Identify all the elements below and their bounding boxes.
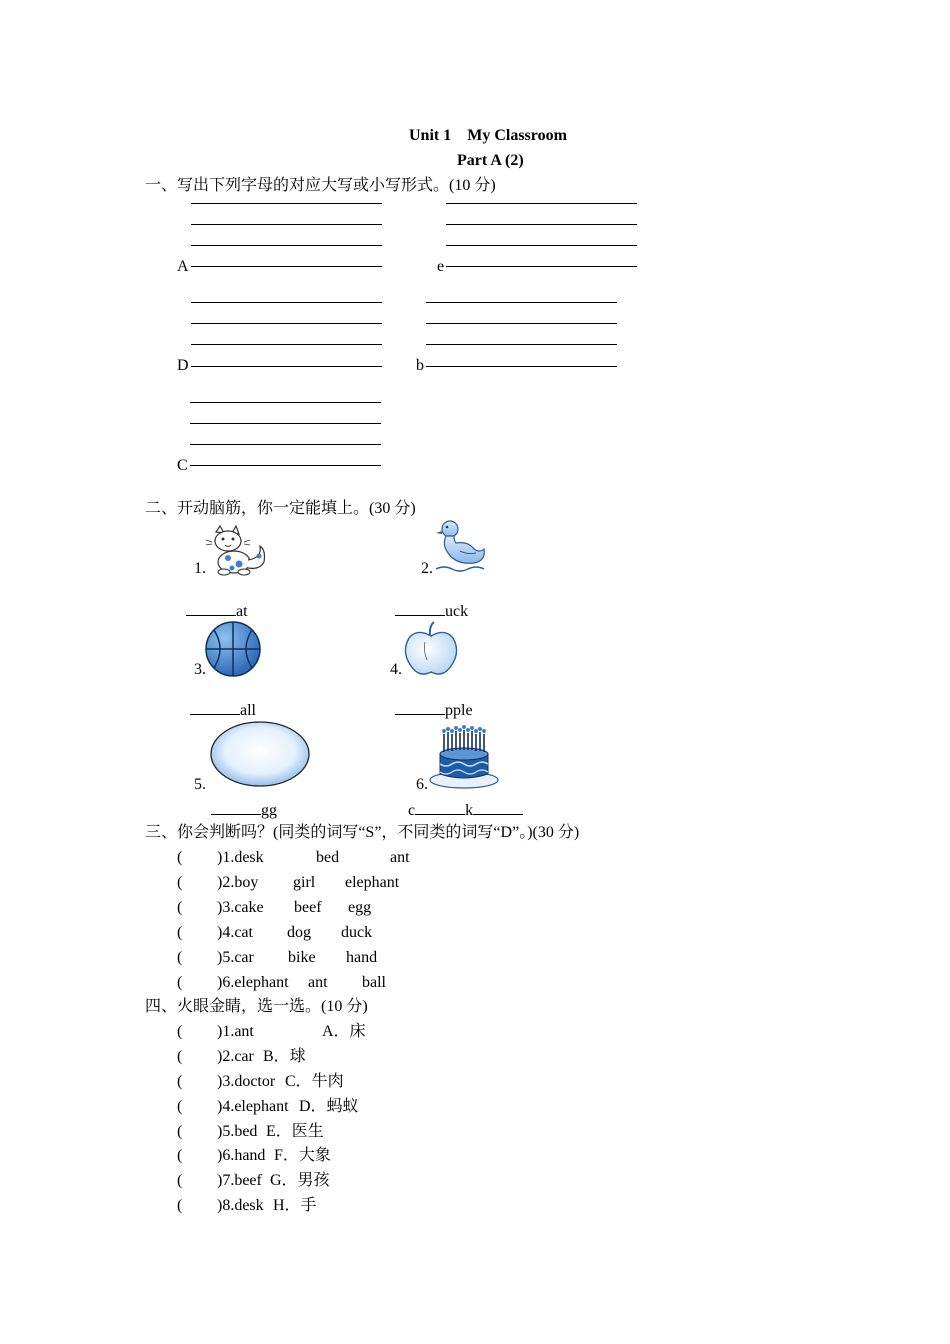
match-option: G．男孩 [270,1172,330,1189]
match-option: E．医生 [266,1123,324,1140]
match-option: A．床 [322,1023,366,1040]
blank-line[interactable] [415,800,465,815]
match-option: H．手 [273,1197,317,1214]
word-2: dog [287,924,311,941]
answer-paren[interactable]: ( [177,1023,183,1040]
fill-blank-4[interactable] [395,700,473,719]
answer-paren[interactable]: ( [177,1098,183,1115]
fill-blank-5[interactable] [211,800,277,819]
word-1: )6.elephant [217,974,289,991]
answer-paren[interactable]: ( [177,1197,183,1214]
answer-paren[interactable]: ( [177,874,183,891]
match-option: F．大象 [274,1147,331,1164]
answer-paren[interactable]: ( [177,1123,183,1140]
writing-line[interactable] [190,402,381,403]
writing-line[interactable] [446,245,637,246]
word-2: girl [293,874,316,891]
match-word: )8.desk [217,1197,264,1214]
blank-line[interactable] [473,800,523,815]
section3-heading: 三、你会判断吗？(同类的词写“S”，不同类的词写“D”。)(30 分) [145,824,580,841]
duck-picture [434,519,490,575]
writing-line[interactable] [191,323,382,324]
item-number: 5. [194,776,206,793]
apple-picture [403,620,459,678]
item-number: 4. [390,661,402,678]
answer-paren[interactable]: ( [177,899,183,916]
word-2: bed [316,849,340,866]
page-subtitle: Part A (2) [457,152,524,169]
word-suffix: uck [445,603,469,620]
writing-line[interactable] [426,302,617,303]
fill-blank-1[interactable] [186,601,248,620]
letter-label: b [416,357,424,374]
writing-line[interactable] [426,344,617,345]
writing-line[interactable] [191,224,382,225]
answer-paren[interactable]: ( [177,949,183,966]
match-word: )2.car [217,1048,254,1065]
answer-paren[interactable]: ( [177,1048,183,1065]
letter-label: C [177,457,188,474]
answer-paren[interactable]: ( [177,974,183,991]
match-word: )1.ant [217,1023,254,1040]
item-number: 1. [194,560,206,577]
word-prefix: c [408,802,416,819]
blank-line[interactable] [190,700,240,715]
page-title: Unit 1 My Classroom [409,127,567,144]
fill-blank-2[interactable] [395,601,468,620]
word-3: egg [348,899,372,916]
writing-line[interactable] [446,266,637,267]
blank-line[interactable] [395,700,445,715]
word-3: elephant [345,874,400,891]
word-suffix: pple [445,702,473,719]
item-number: 6. [416,776,428,793]
blank-line[interactable] [186,601,236,616]
match-word: )5.bed [217,1123,258,1140]
word-1: )1.desk [217,849,264,866]
writing-line[interactable] [446,203,637,204]
letter-label: e [437,258,445,275]
writing-line[interactable] [191,245,382,246]
match-option: C．牛肉 [285,1073,344,1090]
word-2: ant [308,974,328,991]
writing-line[interactable] [446,224,637,225]
cake-picture [428,720,500,790]
writing-line[interactable] [426,323,617,324]
word-suffix: at [236,603,248,620]
writing-line[interactable] [191,266,382,267]
word-3: ant [390,849,410,866]
section4-heading: 四、火眼金睛，选一选。(10 分) [145,998,368,1015]
word-1: )3.cake [217,899,264,916]
match-word: )4.elephant [217,1098,289,1115]
match-option: D．蚂蚁 [299,1098,359,1115]
writing-line[interactable] [191,203,382,204]
writing-line[interactable] [191,302,382,303]
writing-line[interactable] [191,344,382,345]
egg-picture [209,720,313,790]
word-2: beef [294,899,322,916]
answer-paren[interactable]: ( [177,1073,183,1090]
word-3: hand [346,949,378,966]
section2-heading: 二、开动脑筋，你一定能填上。(30 分) [145,500,416,517]
answer-paren[interactable]: ( [177,1147,183,1164]
word-3: duck [341,924,373,941]
letter-label: A [177,258,189,275]
match-word: )7.beef [217,1172,262,1189]
writing-line[interactable] [190,465,381,466]
item-number: 3. [194,661,206,678]
word-suffix: gg [261,802,277,819]
fill-blank-6[interactable] [408,800,523,819]
writing-line[interactable] [190,423,381,424]
match-word: )6.hand [217,1147,266,1164]
writing-line[interactable] [190,444,381,445]
match-word: )3.doctor [217,1073,276,1090]
word-1: )4.cat [217,924,253,941]
blank-line[interactable] [395,601,445,616]
answer-paren[interactable]: ( [177,1172,183,1189]
word-1: )5.car [217,949,254,966]
item-number: 2. [421,560,433,577]
cat-picture [204,524,268,576]
answer-paren[interactable]: ( [177,849,183,866]
section1-heading: 一、写出下列字母的对应大写或小写形式。(10 分) [145,177,496,194]
word-middle: k [465,802,474,819]
fill-blank-3[interactable] [190,700,256,719]
letter-label: D [177,357,189,374]
answer-paren[interactable]: ( [177,924,183,941]
writing-line[interactable] [426,366,617,367]
blank-line[interactable] [211,800,261,815]
word-3: ball [362,974,386,991]
word-1: )2.boy [217,874,259,891]
word-2: bike [288,949,316,966]
word-suffix: all [240,702,256,719]
match-option: B．球 [263,1048,306,1065]
writing-line[interactable] [191,366,382,367]
ball-picture [204,620,262,678]
